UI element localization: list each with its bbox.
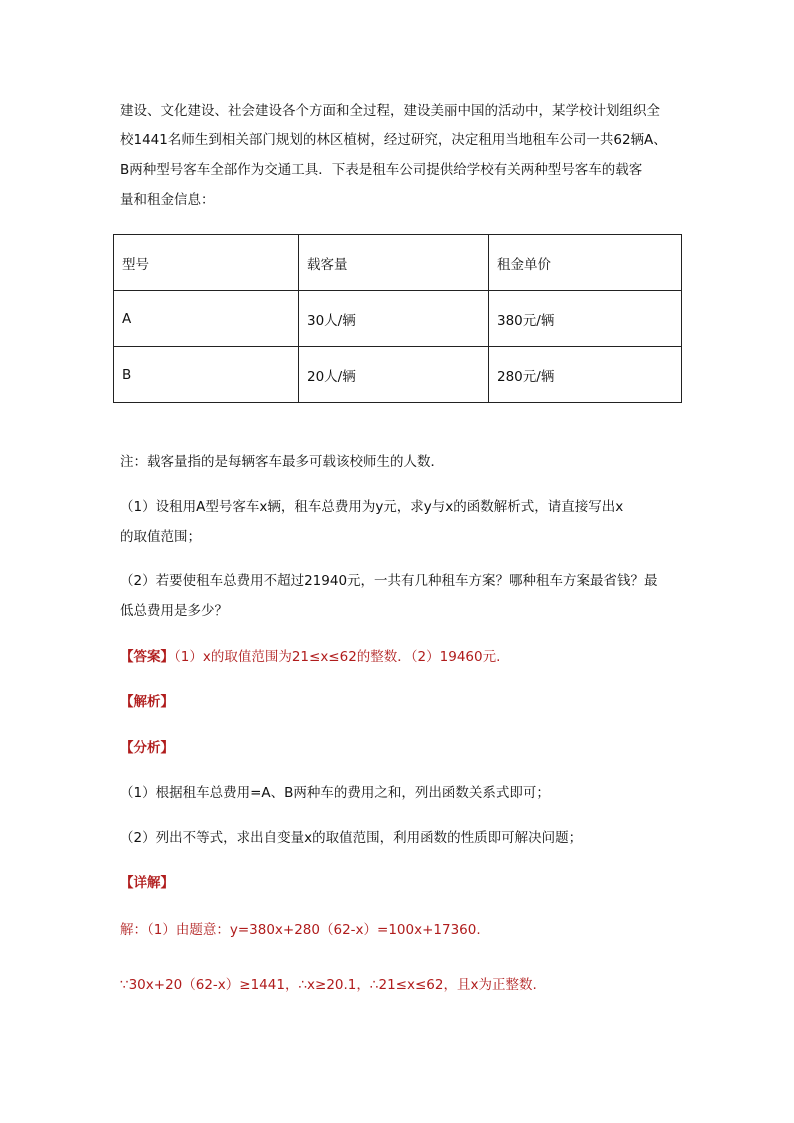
intro-line-3: B两种型号客车全部作为交通工具．下表是租车公司提供给学校有关两种型号客车的载客	[120, 162, 643, 178]
analysis-2: （2）列出不等式，求出自变量x的取值范围，利用函数的性质即可解决问题；	[120, 830, 583, 846]
intro-line-2: 校1441名师生到相关部门规划的林区植树，经过研究，决定租用当地租车公司一共62辆A、	[120, 132, 667, 148]
question-2-line-1: （2）若要使租车总费用不超过21940元，一共有几种租车方案？哪种租车方案最省钱？最	[120, 573, 658, 589]
cell-capacity: 30人/辆	[299, 291, 489, 347]
answer-line	[120, 647, 500, 667]
cell-rent: 380元/辆	[489, 291, 682, 347]
analysis-1: （1）根据租车总费用=A、B两种车的费用之和，列出函数关系式即可；	[120, 785, 550, 801]
solution-line-1: 解：（1）由题意：y=380x+280（62-x）=100x+17360.	[120, 922, 481, 938]
table-row	[114, 347, 682, 403]
answer-text: （1）x的取值范围为21≤x≤62的整数．（2）19460元.	[174, 649, 501, 665]
jiexi-heading: 【解析】	[120, 694, 174, 710]
intro-line-4: 量和租金信息：	[120, 192, 215, 208]
fenxi-heading: 【分析】	[120, 740, 174, 756]
answer-tag: 【答案】	[120, 649, 174, 665]
xiangjie-heading: 【详解】	[120, 875, 174, 891]
intro-line-1: 建设、文化建设、社会建设各个方面和全过程，建设美丽中国的活动中，某学校计划组织全	[120, 103, 660, 119]
question-2-line-2: 低总费用是多少？	[120, 603, 228, 619]
header-model: 型号	[114, 235, 299, 291]
cell-model: A	[114, 291, 299, 347]
header-rent: 租金单价	[489, 235, 682, 291]
note: 注：载客量指的是每辆客车最多可载该校师生的人数．	[120, 454, 444, 470]
question-1-line-2: 的取值范围；	[120, 529, 201, 545]
header-capacity: 载客量	[299, 235, 489, 291]
cell-capacity: 20人/辆	[299, 347, 489, 403]
cell-model: B	[114, 347, 299, 403]
table-row	[114, 291, 682, 347]
solution-line-2: ∵30x+20（62-x）≥1441，∴x≥20.1，∴21≤x≤62，且x为正整数.	[120, 977, 537, 993]
rental-info-table	[113, 234, 682, 403]
question-1-line-1: （1）设租用A型号客车x辆，租车总费用为y元，求y与x的函数解析式，请直接写出x	[120, 499, 624, 515]
cell-rent: 280元/辆	[489, 347, 682, 403]
table-header-row	[114, 235, 682, 291]
